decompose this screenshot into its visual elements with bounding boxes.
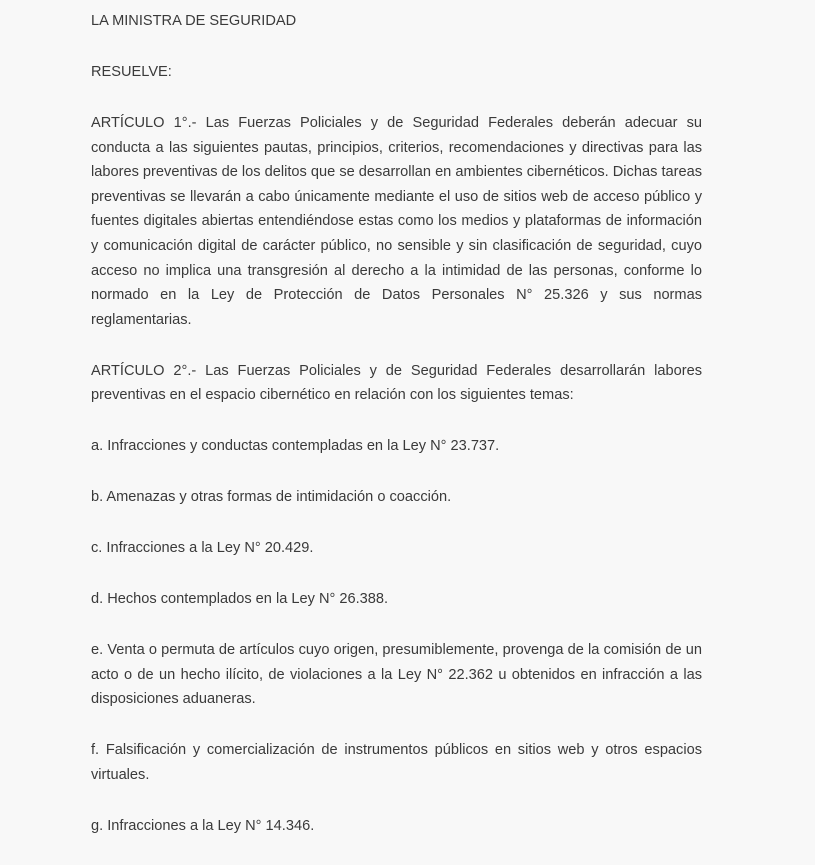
list-item-g: g. Infracciones a la Ley N° 14.346. — [91, 817, 315, 834]
list-item-a: a. Infracciones y conductas contempladas en la Ley N° 23.737. — [91, 438, 500, 455]
list-item-f: f. Falsificación y comercialización de instrumentos públicos en sitios web y otros espacios virtuales. — [91, 742, 702, 783]
list-item-c: c. Infracciones a la Ley N° 20.429. — [91, 540, 314, 557]
document-heading: LA MINISTRA DE SEGURIDAD — [91, 13, 297, 29]
resolve-label: RESUELVE: — [91, 63, 172, 80]
article-2: ARTÍCULO 2°.- Las Fuerzas Policiales y de Seguridad Federales desarrollarán labores preventivas en el espacio cibernético en relación con los siguientes temas: — [91, 362, 702, 404]
document-body — [91, 9, 702, 865]
list-item-e: e. Venta o permuta de artículos cuyo origen, presumiblemente, provenga de la comisión de un acto o de un hecho ilícito, de violaciones a la Ley N° 22.362 u obtenidos en infracción a las disposiciones aduaneras. — [91, 642, 702, 708]
list-item-b: b. Amenazas y otras formas de intimidación o coacción. — [91, 489, 452, 506]
list-item-d: d. Hechos contemplados en la Ley N° 26.388. — [91, 591, 389, 608]
article-1: ARTÍCULO 1°.- Las Fuerzas Policiales y de Seguridad Federales deberán adecuar su conducta a las siguientes pautas, principios, criterios, recomendaciones y directivas para las labores preventivas de los delitos que se desarrollan en ambientes cibernéticos. Dichas tareas preventivas se llevarán a cabo únicamente mediante el uso de sitios web de acceso público y fuentes digitales abiertas entendiéndose estas como los medios y plataformas de información y comunicación digital de carácter público, no sensible y sin clasificación de seguridad, cuyo acceso no implica una transgresión al derecho a la intimidad de las personas, conforme lo normado en la Ley de Protección de Datos Personales N° 25.326 y sus normas reglamentarias. — [91, 114, 702, 328]
